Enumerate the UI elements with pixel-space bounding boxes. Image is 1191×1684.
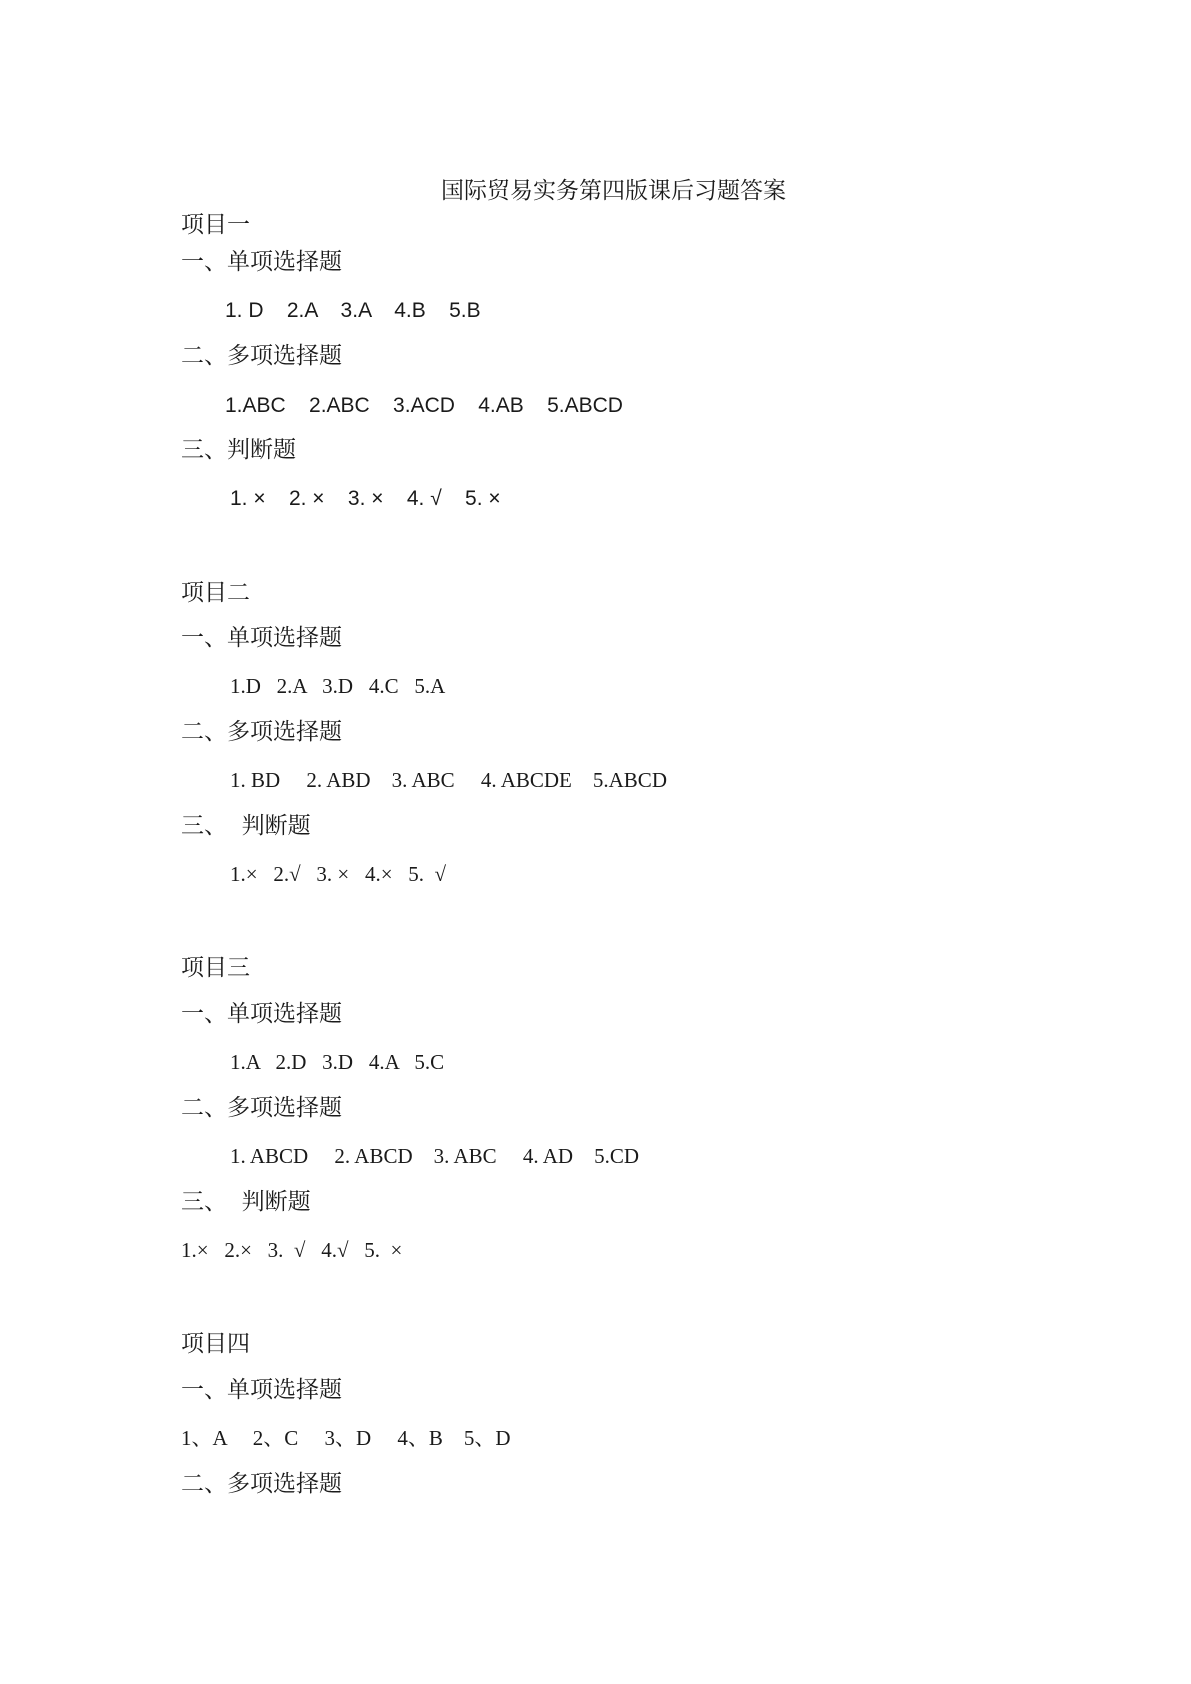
answer-line: 1.ABC 2.ABC 3.ACD 4.AB 5.ABCD bbox=[225, 394, 623, 417]
section-heading: 二、多项选择题 bbox=[181, 1095, 342, 1121]
answer-line: 1.D 2.A 3.D 4.C 5.A bbox=[230, 674, 446, 698]
section-heading: 二、多项选择题 bbox=[181, 1471, 342, 1497]
answer-line: 1. ABCD 2. ABCD 3. ABC 4. AD 5.CD bbox=[230, 1144, 639, 1168]
answer-line: 1.× 2.√ 3. × 4.× 5. √ bbox=[230, 862, 447, 886]
section-heading: 一、单项选择题 bbox=[181, 1001, 342, 1027]
project-heading: 项目四 bbox=[181, 1331, 250, 1357]
answer-line: 1. BD 2. ABD 3. ABC 4. ABCDE 5.ABCD bbox=[230, 768, 667, 792]
answer-line: 1. D 2.A 3.A 4.B 5.B bbox=[225, 299, 481, 322]
section-heading: 三、 判断题 bbox=[181, 1189, 311, 1215]
document-title: 国际贸易实务第四版课后习题答案 bbox=[441, 178, 786, 204]
section-heading: 一、单项选择题 bbox=[181, 1377, 342, 1403]
section-heading: 一、单项选择题 bbox=[181, 625, 342, 651]
answer-line: 1. × 2. × 3. × 4. √ 5. × bbox=[230, 487, 501, 510]
project-heading: 项目二 bbox=[181, 580, 250, 606]
answer-line: 1、A 2、C 3、D 4、B 5、D bbox=[181, 1426, 511, 1450]
answer-line: 1.A 2.D 3.D 4.A 5.C bbox=[230, 1050, 445, 1074]
section-heading: 二、多项选择题 bbox=[181, 719, 342, 745]
section-heading: 三、 判断题 bbox=[181, 813, 311, 839]
answer-line: 1.× 2.× 3. √ 4.√ 5. × bbox=[181, 1238, 403, 1262]
section-heading: 一、单项选择题 bbox=[181, 249, 342, 275]
project-heading: 项目三 bbox=[181, 955, 250, 981]
section-heading: 三、判断题 bbox=[181, 437, 296, 463]
section-heading: 二、多项选择题 bbox=[181, 343, 342, 369]
project-heading: 项目一 bbox=[181, 212, 250, 238]
